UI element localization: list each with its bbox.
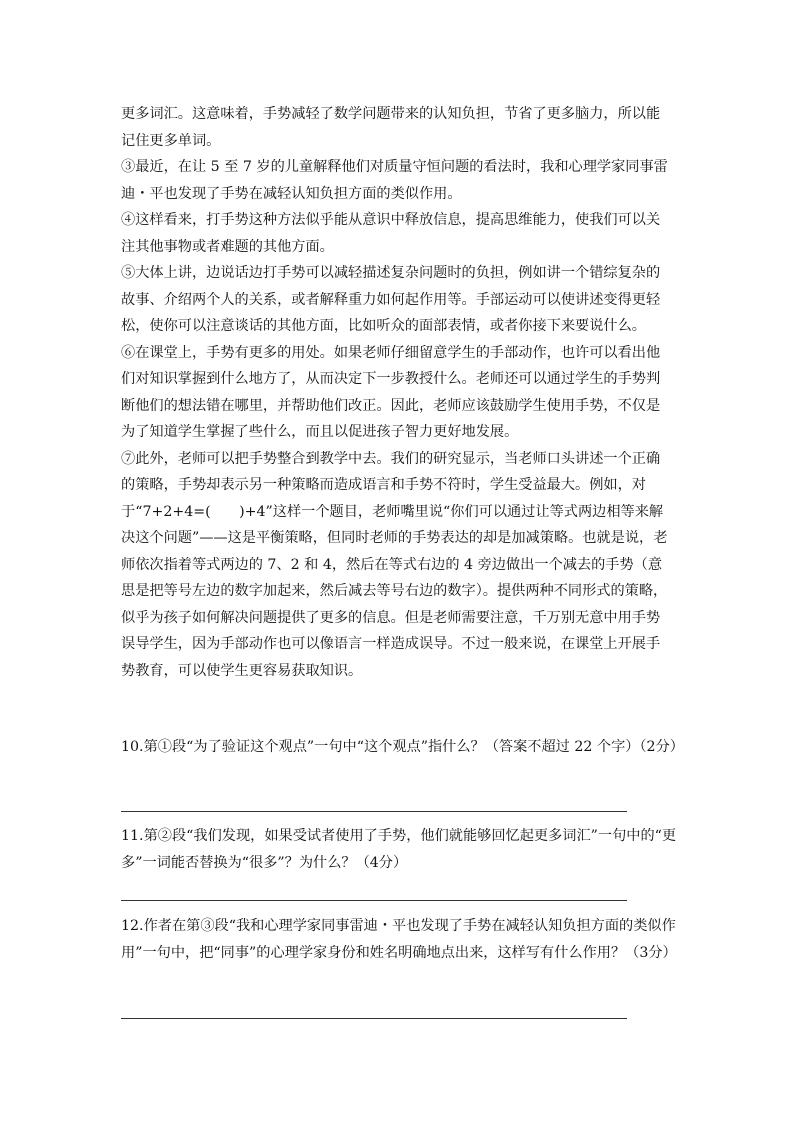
passage-paragraph-4: ④这样看来，打手势这种方法似乎能从意识中释放信息，提高思维能力，使我们可以关注其他事物或者难题的其他方面。 <box>121 212 661 255</box>
answer-line-12[interactable] <box>121 1018 627 1019</box>
reading-passage <box>121 101 673 684</box>
answer-line-11[interactable] <box>121 900 627 901</box>
passage-paragraph-5: ⑤大体上讲，边说话边打手势可以减轻描述复杂问题时的负担，例如讲一个错综复杂的故事、介绍两个人的关系，或者解释重力如何起作用等。手部运动可以使讲述变得更轻松，使你可以注意谈话的其他方面，比如听众的面部表情，或者你接下来要说什么。 <box>121 265 661 334</box>
passage-paragraph-3: ③最近，在让 5 至 7 岁的儿童解释他们对质量守恒问题的看法时，我和心理学家同事雷迪・平也发现了手势在减轻认知负担方面的类似作用。 <box>121 159 668 202</box>
question-10: 10.第①段“为了验证这个观点”一句中“这个观点”指什么？（答案不超过 22 个字）（2分） <box>121 739 684 755</box>
passage-paragraph-7: ⑦此外，老师可以把手势整合到教学中去。我们的研究显示，当老师口头讲述一个正确的策略，手势却表示另一种策略而造成语言和手势不符时，学生受益最大。例如，对于“7+2+4=( )+4”这样一个题目，老师嘴里说“你们可以通过让等式两边相等来解决这个问题”——这是平衡策略，但同时老师的手势表达的却是加减策略。也就是说，老师依次指着等式两边的 7、2 和 4，然后在等式右边的 4 旁边做出一个减去的手势（意思是把等号左边的数字加起来，然后减去等号右边的数字）。提供两种不同形式的策略，似乎为孩子如何解决问题提供了更多的信息。但是老师需要注意，千万别无意中用手势误导学生，因为手部动作也可以像语言一样造成误导。不过一般来说，在课堂上开展手势教育，可以使学生更容易获取知识。 <box>121 450 668 679</box>
passage-paragraph-6: ⑥在课堂上，手势有更多的用处。如果老师仔细留意学生的手部动作，也许可以看出他们对知识掌握到什么地方了，从而决定下一步教授什么。老师还可以通过学生的手势判断他们的想法错在哪里，并帮助他们改正。因此，老师应该鼓励学生使用手势，不仅是为了知道学生掌握了些什么，而且以促进孩子智力更好地发展。 <box>121 344 661 440</box>
question-11: 11.第②段“我们发现，如果受试者使用了手势，他们就能够回忆起更多词汇”一句中的“更多”一词能否替换为“很多”？为什么？（4分） <box>121 828 677 871</box>
passage-paragraph-continued: 更多词汇。这意味着，手势减轻了数学问题带来的认知负担，节省了更多脑力，所以能记住更多单词。 <box>121 106 661 149</box>
question-12: 12.作者在第③段“我和心理学家同事雷迪・平也发现了手势在减轻认知负担方面的类似作用”一句中，把“同事”的心理学家身份和姓名明确地点出来，这样写有什么作用？（3分） <box>121 918 677 961</box>
answer-line-10[interactable] <box>121 811 627 812</box>
